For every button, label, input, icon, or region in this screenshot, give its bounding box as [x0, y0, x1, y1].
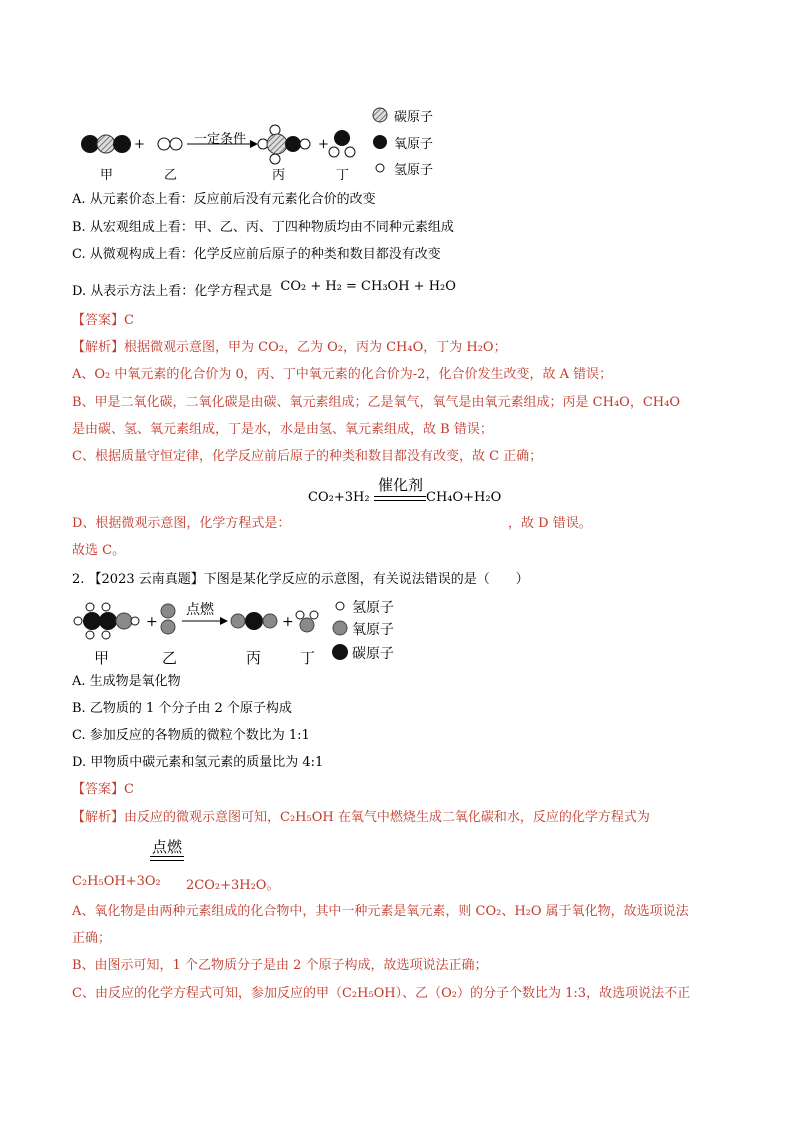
q2-legend-carbon: 碳原子	[352, 646, 394, 662]
q1-option-d-text: D. 从表示方法上看：化学方程式是	[72, 284, 273, 299]
svg-text:+: +	[282, 614, 294, 630]
q2-analysis-line-4: C、由反应的化学方程式可知，参加反应的甲（C₂H₅OH）、乙（O₂）的分子个数比为 1:3，故选项说法不正	[72, 986, 691, 1001]
q2-analysis-intro: 【解析】由反应的微观示意图可知，C₂H₅OH 在氧气中燃烧生成二氧化碳和水，反应的化学方程式为	[72, 810, 650, 825]
q2-molecule-jia	[74, 603, 139, 639]
q1-legend-oxygen: 氧原子	[394, 137, 434, 152]
q1-option-d-formula: CO₂ + H₂ = CH₃OH + H₂O	[280, 279, 456, 294]
svg-text:+: +	[318, 137, 329, 152]
q2-option-c: C. 参加反应的各物质的微粒个数比为 1:1	[72, 728, 310, 743]
q2-molecule-bing	[231, 612, 277, 630]
q2-label-bing: 丙	[246, 649, 262, 667]
q1-option-c: C. 从微观构成上看：化学反应前后原子的种类和数目都没有改变	[72, 247, 441, 262]
q1-option-a: A. 从元素价态上看：反应前后没有元素化合价的改变	[72, 192, 376, 207]
q1-eq-right: CH₄O+H₂O	[426, 490, 502, 505]
q1-eq-double-line	[374, 496, 426, 501]
q1-analysis-line-2: A、O₂ 中氧元素的化合价为 0，丙、丁中氧元素的化合价为-2，化合价发生改变，故 A 错误；	[72, 367, 613, 382]
q1-molecule-yi	[158, 138, 182, 150]
q1-option-b: B. 从宏观组成上看：甲、乙、丙、丁四种物质均由不同种元素组成	[72, 220, 454, 235]
q1-analysis-line-5: C、根据质量守恒定律，化学反应前后原子的种类和数目都没有改变，故 C 正确；	[72, 449, 543, 464]
q1-label-bing: 丙	[272, 168, 286, 183]
q2-molecule-ding	[296, 611, 318, 632]
q1-eq-left: CO₂+3H₂	[308, 490, 370, 505]
legend-oxygen-atom-icon	[373, 135, 387, 149]
q1-label-ding: 丁	[336, 168, 350, 183]
q2-legend-hydrogen: 氢原子	[352, 600, 394, 616]
svg-text:+: +	[134, 137, 145, 152]
q1-legend-carbon: 碳原子	[394, 110, 434, 125]
q2-option-d: D. 甲物质中碳元素和氢元素的质量比为 4:1	[72, 755, 324, 770]
q2-eq-left: C₂H₅OH+3O₂	[72, 874, 161, 889]
q2-option-a: A. 生成物是氧化物	[72, 674, 181, 689]
q2-analysis-line-1: A、氧化物是由两种元素组成的化合物中，其中一种元素是氧元素，则 CO₂、H₂O 属于氧化物，故选项说法	[72, 904, 689, 919]
q2-analysis-line-3: B、由图示可知，1 个乙物质分子是由 2 个原子构成，故选项说法正确；	[72, 958, 488, 973]
q2-answer: 【答案】C	[72, 782, 134, 797]
q1-analysis-line-1: 【解析】根据微观示意图，甲为 CO₂，乙为 O₂，丙为 CH₄O，丁为 H₂O；	[72, 340, 507, 355]
q2-eq-double-line	[150, 856, 184, 861]
q2-reaction-diagram	[72, 595, 432, 670]
q1-analysis-d-end: ，故 D 错误。	[508, 516, 592, 531]
q2-eq-right: 2CO₂+3H₂O。	[186, 878, 280, 893]
legend-hydrogen-atom-icon	[376, 164, 384, 172]
legend-carbon-atom-icon	[373, 108, 387, 122]
q2-condition-label: 点燃	[186, 602, 214, 618]
q1-analysis-line-4: 是由碳、氢、氧元素组成，丁是水，水是由氢、氧元素组成，故 B 错误；	[72, 422, 493, 437]
svg-text:+: +	[146, 614, 158, 630]
q2-label-ding: 丁	[300, 649, 316, 667]
q2-eq-condition: 点燃	[152, 838, 183, 856]
q1-molecule-ding	[329, 130, 355, 157]
q2-analysis-line-2: 正确；	[72, 931, 112, 946]
q2-label-jia: 甲	[94, 649, 110, 667]
q2-option-b: B. 乙物质的 1 个分子由 2 个原子构成	[72, 701, 292, 716]
q1-reaction-diagram	[72, 100, 452, 185]
legend-carbon-atom-icon	[332, 644, 348, 660]
q1-option-d	[72, 279, 456, 302]
q2-equation	[72, 834, 392, 893]
q1-eq-catalyst: 催化剂	[378, 476, 424, 494]
q1-legend-hydrogen: 氢原子	[394, 163, 434, 178]
legend-hydrogen-atom-icon	[336, 602, 344, 610]
q2-legend-oxygen: 氧原子	[352, 622, 394, 638]
q1-analysis-d-start: D、根据微观示意图，化学方程式是：	[72, 516, 291, 531]
q1-label-yi: 乙	[164, 168, 178, 183]
q1-molecule-jia	[81, 135, 131, 153]
q1-label-jia: 甲	[100, 168, 114, 183]
q1-answer: 【答案】C	[72, 313, 134, 328]
q1-molecule-bing	[258, 125, 310, 164]
q1-condition-label: 一定条件	[194, 132, 247, 147]
legend-oxygen-atom-icon	[333, 621, 347, 635]
q1-analysis-line-3: B、甲是二氧化碳，二氧化碳是由碳、氧元素组成；乙是氧气，氧气是由氧元素组成；丙是 CH₄O，CH₄O	[72, 395, 680, 410]
q2-stem: 2. 【2023 云南真题】下图是某化学反应的示意图，有关说法错误的是（ ）	[72, 572, 529, 587]
q2-molecule-yi	[161, 604, 175, 634]
q1-conclusion: 故选 C。	[72, 543, 126, 558]
q2-label-yi: 乙	[162, 649, 178, 667]
